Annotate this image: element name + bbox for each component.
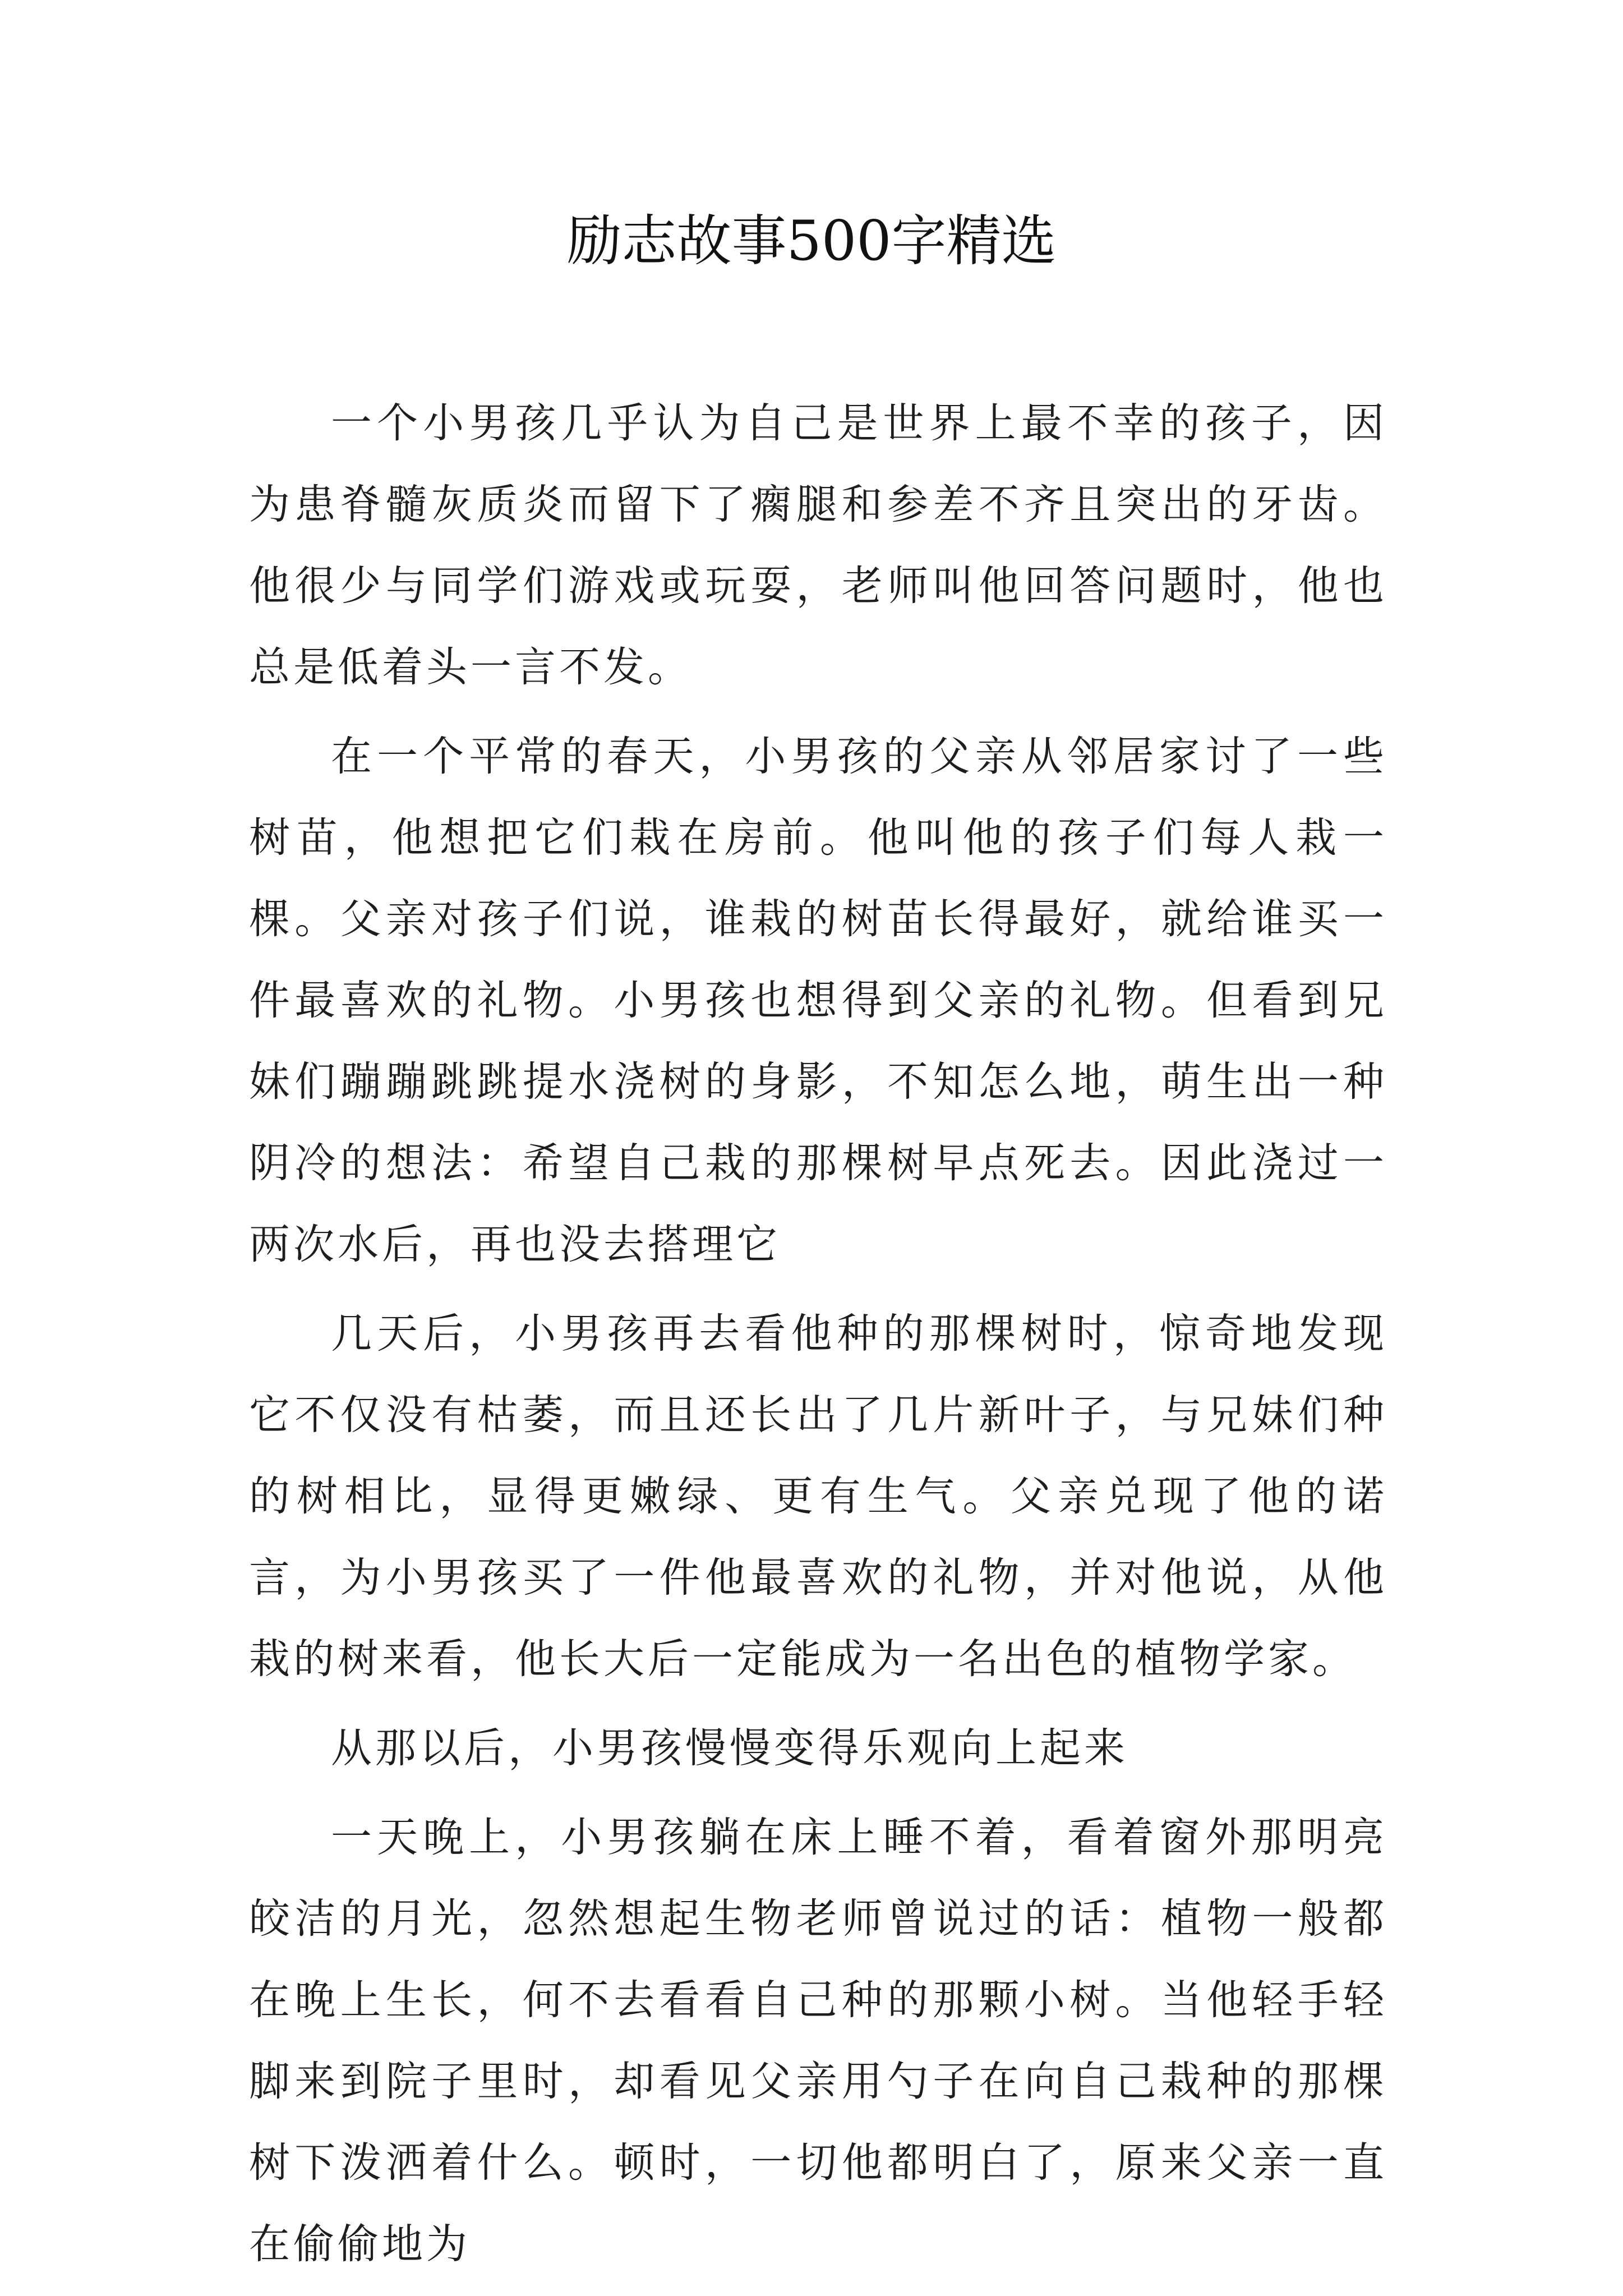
document-title: 励志故事500字精选 bbox=[566, 209, 1057, 273]
paragraph-4: 从那以后，小男孩慢慢变得乐观向上起来 bbox=[331, 1724, 1128, 1772]
paragraph-1: 一个小男孩几乎认为自己是世界上最不幸的孩子，因为患脊髓灰质炎而留下了瘸腿和参差不齐且突出的牙齿。他很少与同学们游戏或玩耍，老师叫他回答问题时，他也总是低着头一言不发。 bbox=[249, 399, 1387, 691]
paragraph-2: 在一个平常的春天，小男孩的父亲从邻居家讨了一些树苗，他想把它们栽在房前。他叫他的孩子们每人栽一棵。父亲对孩子们说，谁栽的树苗长得最好，就给谁买一件最喜欢的礼物。小男孩也想得到父亲的礼物。但看到兄妹们蹦蹦跳跳提水浇树的身影，不知怎么地，萌生出一种阴冷的想法：希望自己栽的那棵树早点死去。因此浇过一两次水后，再也没去搭理它 bbox=[249, 733, 1387, 1268]
paragraph-3: 几天后，小男孩再去看他种的那棵树时，惊奇地发现它不仅没有枯萎，而且还长出了几片新叶子，与兄妹们种的树相比，显得更嫩绿、更有生气。父亲兑现了他的诺言，为小男孩买了一件他最喜欢的礼物，并对他说，从他栽的树来看，他长大后一定能成为一名出色的植物学家。 bbox=[249, 1310, 1387, 1683]
document-body bbox=[249, 383, 1387, 2293]
paragraph-5: 一天晚上，小男孩躺在床上睡不着，看着窗外那明亮皎洁的月光，忽然想起生物老师曾说过的话：植物一般都在晚上生长，何不去看看自己种的那颗小树。当他轻手轻脚来到院子里时，却看见父亲用勺子在向自己栽种的那棵树下泼洒着什么。顿时，一切他都明白了，原来父亲一直在偷偷地为 bbox=[249, 1814, 1387, 2268]
